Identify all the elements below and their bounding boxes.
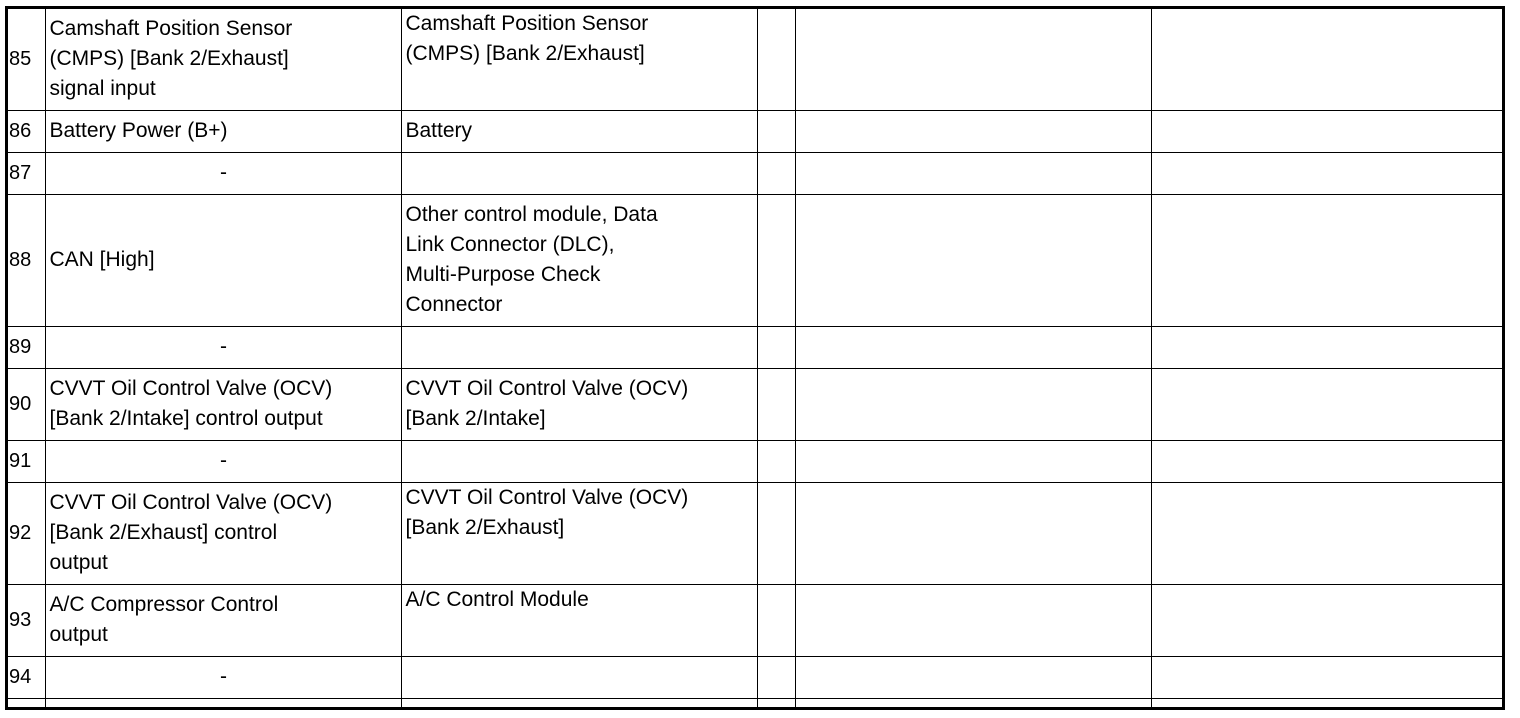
connected-to bbox=[401, 152, 757, 194]
table-row bbox=[8, 584, 1502, 656]
empty-cell bbox=[1151, 194, 1502, 326]
pin-number: 89 bbox=[8, 326, 45, 368]
pin-number: 87 bbox=[8, 152, 45, 194]
empty-cell bbox=[757, 368, 795, 440]
pin-description: Camshaft Position Sensor (CMPS) [Bank 2/Exhaust] signal input bbox=[45, 9, 401, 110]
pin-number: 94 bbox=[8, 656, 45, 698]
empty-cell bbox=[757, 194, 795, 326]
empty-cell bbox=[795, 584, 1151, 656]
table-row bbox=[8, 698, 1502, 710]
empty-cell bbox=[757, 440, 795, 482]
table-row bbox=[8, 110, 1502, 152]
terminal-table bbox=[8, 9, 1502, 710]
empty-cell bbox=[757, 152, 795, 194]
pin-number: 88 bbox=[8, 194, 45, 326]
pin-description: A/C Compressor Control output bbox=[45, 584, 401, 656]
empty-cell bbox=[795, 9, 1151, 110]
pin-description: - bbox=[45, 152, 401, 194]
empty-cell bbox=[757, 656, 795, 698]
connected-to bbox=[401, 656, 757, 698]
empty-cell bbox=[1151, 656, 1502, 698]
empty-cell bbox=[757, 584, 795, 656]
pin-number: 85 bbox=[8, 9, 45, 110]
pin-description: Battery Power (B+) bbox=[45, 110, 401, 152]
pin-number: 93 bbox=[8, 584, 45, 656]
empty-cell bbox=[795, 698, 1151, 710]
empty-cell bbox=[795, 368, 1151, 440]
empty-cell bbox=[757, 482, 795, 584]
table-row bbox=[8, 368, 1502, 440]
connected-to: Camshaft Position Sensor (CMPS) [Bank 2/Exhaust] bbox=[401, 9, 757, 110]
empty-cell bbox=[795, 326, 1151, 368]
empty-cell bbox=[795, 110, 1151, 152]
empty-cell bbox=[757, 326, 795, 368]
pin-description: - bbox=[45, 326, 401, 368]
pin-description: CAN [High] bbox=[45, 194, 401, 326]
empty-cell bbox=[1151, 584, 1502, 656]
empty-cell bbox=[401, 698, 757, 710]
pin-number: 90 bbox=[8, 368, 45, 440]
pin-description: - bbox=[45, 440, 401, 482]
empty-cell bbox=[45, 698, 401, 710]
pin-number: 86 bbox=[8, 110, 45, 152]
pin-description: CVVT Oil Control Valve (OCV) [Bank 2/Exhaust] control output bbox=[45, 482, 401, 584]
empty-cell bbox=[8, 698, 45, 710]
connected-to bbox=[401, 440, 757, 482]
pin-number: 92 bbox=[8, 482, 45, 584]
table-row bbox=[8, 194, 1502, 326]
empty-cell bbox=[757, 9, 795, 110]
pin-number: 91 bbox=[8, 440, 45, 482]
terminal-table-sheet bbox=[5, 6, 1505, 710]
table-row bbox=[8, 656, 1502, 698]
empty-cell bbox=[1151, 482, 1502, 584]
connected-to: Battery bbox=[401, 110, 757, 152]
table-row bbox=[8, 9, 1502, 110]
pin-description: CVVT Oil Control Valve (OCV) [Bank 2/Intake] control output bbox=[45, 368, 401, 440]
empty-cell bbox=[1151, 9, 1502, 110]
empty-cell bbox=[795, 482, 1151, 584]
connected-to: A/C Control Module bbox=[401, 584, 757, 656]
pin-description: - bbox=[45, 656, 401, 698]
empty-cell bbox=[795, 440, 1151, 482]
empty-cell bbox=[757, 698, 795, 710]
empty-cell bbox=[1151, 368, 1502, 440]
connected-to: CVVT Oil Control Valve (OCV) [Bank 2/Exhaust] bbox=[401, 482, 757, 584]
table-row bbox=[8, 482, 1502, 584]
empty-cell bbox=[795, 656, 1151, 698]
empty-cell bbox=[795, 152, 1151, 194]
empty-cell bbox=[1151, 698, 1502, 710]
table-row bbox=[8, 440, 1502, 482]
connected-to bbox=[401, 326, 757, 368]
empty-cell bbox=[1151, 326, 1502, 368]
empty-cell bbox=[757, 110, 795, 152]
empty-cell bbox=[795, 194, 1151, 326]
connected-to: CVVT Oil Control Valve (OCV) [Bank 2/Intake] bbox=[401, 368, 757, 440]
table-row bbox=[8, 326, 1502, 368]
empty-cell bbox=[1151, 152, 1502, 194]
empty-cell bbox=[1151, 110, 1502, 152]
empty-cell bbox=[1151, 440, 1502, 482]
table-row bbox=[8, 152, 1502, 194]
connected-to: Other control module, Data Link Connector (DLC), Multi-Purpose Check Connector bbox=[401, 194, 757, 326]
